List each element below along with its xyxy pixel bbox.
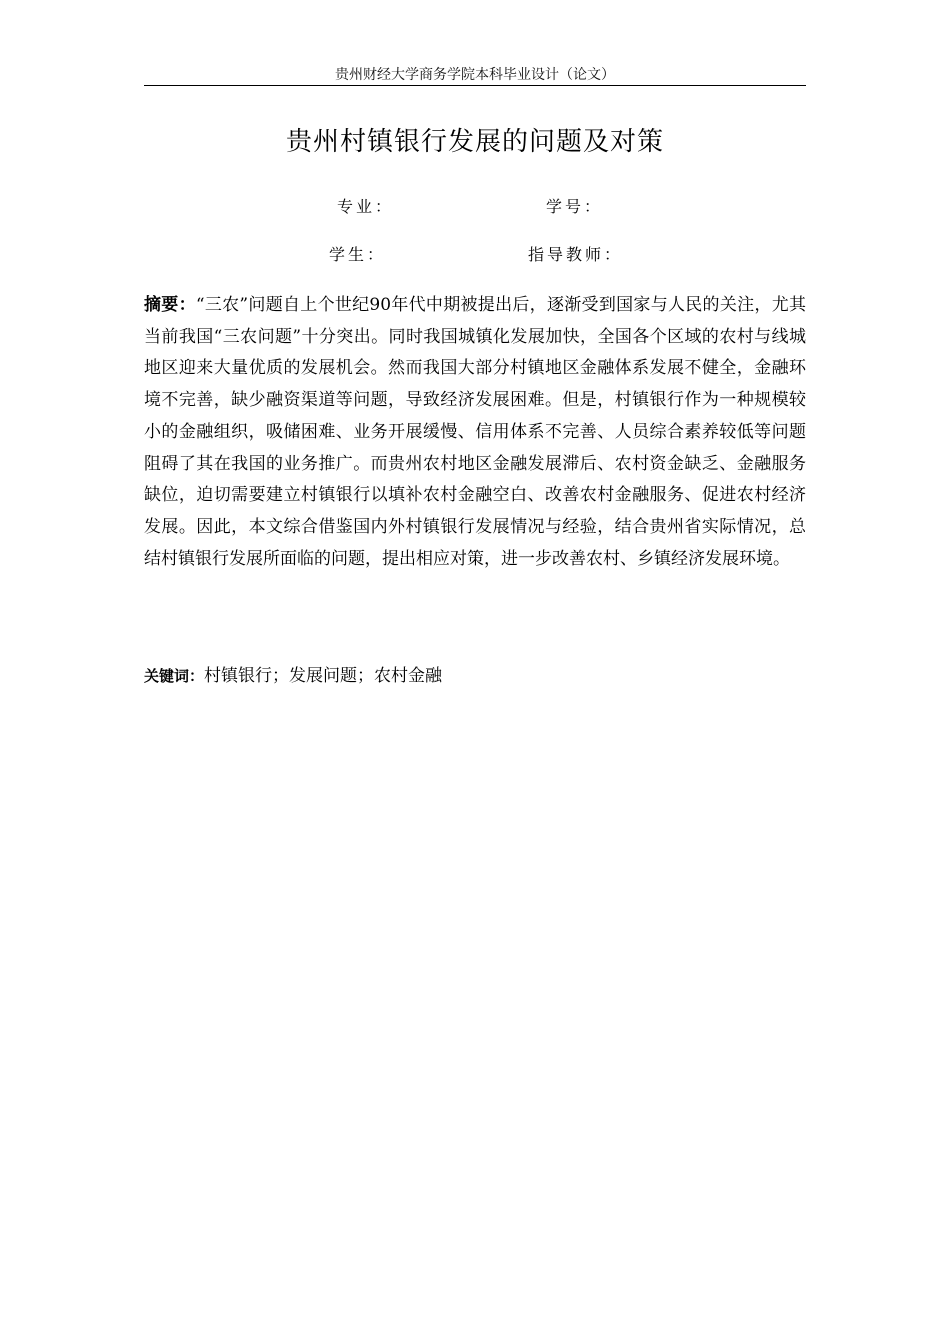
header-rule: [144, 85, 806, 86]
student-label: 学生：: [329, 245, 387, 264]
paper-title: 贵州村镇银行发展的问题及对策: [285, 127, 664, 157]
keywords-text: 村镇银行；发展问题；农村金融: [204, 666, 443, 686]
abstract-paragraph: [144, 290, 806, 575]
abstract-label: 摘要：: [144, 295, 196, 315]
major-label: 专业：: [337, 197, 395, 216]
advisor-label: 指导教师：: [528, 245, 624, 264]
running-header: 贵州财经大学商务学院本科毕业设计（论文）: [335, 67, 615, 83]
student-id-label: 学号：: [546, 197, 604, 216]
keywords-label: 关键词：: [144, 667, 205, 685]
keywords-line: [144, 662, 806, 690]
abstract-text: “三农”问题自上个世纪90年代中期被提出后，逐渐受到国家与人民的关注，尤其当前我国“三农问题”十分突出。同时我国城镇化发展加快，全国各个区域的农村与线城地区迎来大量优质的发展机会。然而我国大部分村镇地区金融体系发展不健全，金融环境不完善，缺少融资渠道等问题，导致经济发展困难。但是，村镇银行作为一种规模较小的金融组织，吸储困难、业务开展缓慢、信用体系不完善、人员综合素养较低等问题阻碍了其在我国的业务推广。而贵州农村地区金融发展滞后、农村资金缺乏、金融服务缺位，迫切需要建立村镇银行以填补农村金融空白、改善农村金融服务、促进农村经济发展。因此，本文综合借鉴国内外村镇银行发展情况与经验，结合贵州省实际情况，总结村镇银行发展所面临的问题，提出相应对策，进一步改善农村、乡镇经济发展环境。: [144, 295, 807, 569]
